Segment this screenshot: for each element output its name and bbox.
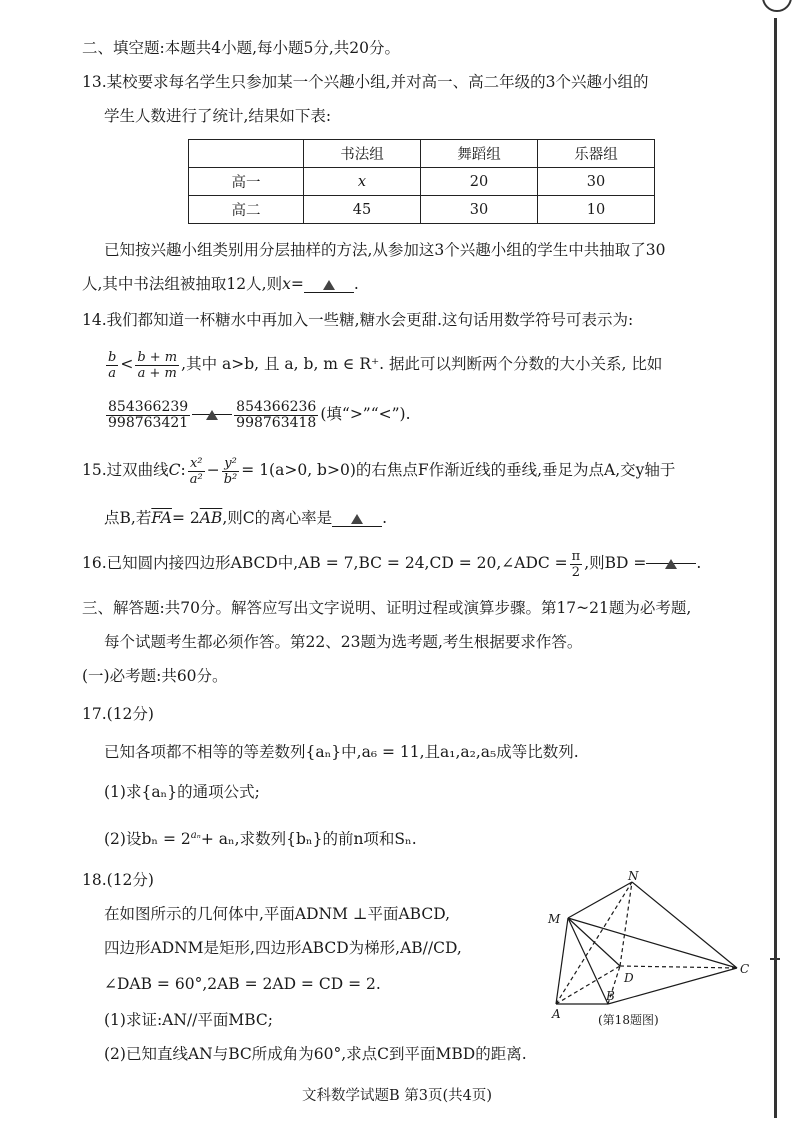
frac-den: a² bbox=[189, 471, 203, 487]
q15-curve: C bbox=[168, 461, 181, 479]
vector-FA: $\overline{FA}$ bbox=[151, 509, 172, 527]
frac-num: x² bbox=[189, 455, 203, 471]
page-edge-bar bbox=[774, 18, 777, 1118]
table-cell: 30 bbox=[538, 168, 655, 196]
q15-colon: : bbox=[180, 461, 186, 479]
table-header-cell: 乐器组 bbox=[538, 140, 655, 168]
answer-blank bbox=[332, 508, 382, 527]
triangle-placeholder-icon bbox=[323, 280, 335, 290]
q17-title: 17.(12分) bbox=[82, 705, 154, 723]
edge-NC bbox=[632, 882, 737, 968]
q16-line bbox=[82, 545, 701, 581]
table-cell: 高一 bbox=[189, 168, 304, 196]
q16-end: . bbox=[696, 554, 702, 572]
fraction-bm-over-am bbox=[135, 350, 179, 381]
page-footer: 文科数学试题B 第3页(共4页) bbox=[301, 1088, 493, 1104]
fraction-x2-a2 bbox=[188, 456, 205, 487]
edge-MN bbox=[568, 882, 632, 918]
q16-prefix: 16.已知圆内接四边形ABCD中,AB = 7,BC = 24,CD = 20,∠ADC = bbox=[82, 554, 568, 572]
q13-line4 bbox=[82, 274, 359, 294]
label-C: C bbox=[740, 962, 750, 976]
q18-geometry-figure bbox=[540, 870, 755, 1020]
table-row bbox=[189, 196, 655, 224]
q14-line2 bbox=[104, 346, 662, 382]
q18-title: 18.(12分) bbox=[82, 871, 154, 889]
fill-hint: (填“>”“<”). bbox=[320, 405, 411, 423]
frac-num: 854366236 bbox=[236, 398, 317, 415]
fraction-pi-over-2 bbox=[570, 549, 583, 580]
frac-den: 998763421 bbox=[108, 414, 189, 431]
section2-heading: 二、填空题:本题共4小题,每小题5分,共20分。 bbox=[82, 39, 401, 57]
fraction-second bbox=[234, 400, 318, 431]
fraction-y2-b2 bbox=[222, 456, 240, 487]
frac-num: 854366239 bbox=[108, 398, 189, 415]
label-B: B bbox=[606, 989, 615, 1003]
frac-den: a + m bbox=[137, 365, 177, 381]
q15-line2 bbox=[104, 508, 387, 528]
page-edge-circle bbox=[762, 0, 792, 12]
triangle-placeholder-icon bbox=[665, 559, 677, 569]
q15-prefix: 15.过双曲线 bbox=[82, 461, 169, 479]
edge-DN bbox=[620, 882, 632, 966]
q15-line2-mid: ,则C的离心率是 bbox=[222, 509, 333, 527]
triangle-placeholder-icon bbox=[351, 514, 363, 524]
q17-p2-sup: aₙ bbox=[190, 830, 201, 841]
q17-p2-prefix: (2)设bₙ = 2 bbox=[104, 830, 191, 849]
q17-part2 bbox=[104, 826, 417, 849]
label-N: N bbox=[628, 870, 639, 883]
q15-end: . bbox=[382, 509, 388, 527]
q18-line2: 四边形ADNM是矩形,四边形ABCD为梯形,AB//CD, bbox=[104, 939, 462, 957]
q13-line2: 学生人数进行了统计,结果如下表: bbox=[104, 107, 332, 125]
answer-blank bbox=[192, 396, 232, 415]
frac-num: y² bbox=[224, 455, 237, 471]
figure-caption: (第18题图) bbox=[598, 1013, 659, 1027]
label-D: D bbox=[624, 971, 634, 985]
q13-eq: = bbox=[290, 275, 304, 293]
q15-line1 bbox=[82, 452, 675, 488]
frac-num: π bbox=[571, 548, 581, 564]
q14-line3 bbox=[104, 396, 411, 432]
frac-den: 2 bbox=[571, 564, 581, 580]
frac-den: 998763418 bbox=[236, 414, 317, 431]
q14-line2-text: ,其中 a>b, 且 a, b, m ∈ R⁺. 据此可以判断两个分数的大小关系, 比如 bbox=[181, 355, 663, 373]
q13-line1: 13.某校要求每名学生只参加某一个兴趣小组,并对高一、高二年级的3个兴趣小组的 bbox=[82, 73, 649, 91]
q13-line4-text: 人,其中书法组被抽取12人,则 bbox=[82, 275, 283, 293]
fraction-b-over-a bbox=[106, 350, 118, 381]
table-cell: 10 bbox=[538, 196, 655, 224]
answer-blank bbox=[304, 274, 354, 293]
q13-table bbox=[188, 139, 655, 224]
q13-line3: 已知按兴趣小组类别用分层抽样的方法,从参加这3个兴趣小组的学生中共抽取了30 bbox=[104, 241, 666, 259]
q15-suffix: = 1(a>0, b>0)的右焦点F作渐近线的垂线,垂足为点A,交y轴于 bbox=[241, 461, 676, 479]
table-cell: 30 bbox=[421, 196, 538, 224]
q18-line3: ∠DAB = 60°,2AB = 2AD = CD = 2. bbox=[104, 975, 381, 993]
label-A: A bbox=[552, 1007, 561, 1020]
answer-blank bbox=[646, 545, 696, 564]
q18-line1: 在如图所示的几何体中,平面ADNM ⊥平面ABCD, bbox=[104, 905, 451, 923]
q13-var: x bbox=[282, 275, 291, 293]
q15-line2-prefix: 点B,若 bbox=[104, 509, 152, 527]
table-cell: 高二 bbox=[189, 196, 304, 224]
table-row bbox=[189, 168, 655, 196]
section3-line1: 三、解答题:共70分。解答应写出文字说明、证明过程或演算步骤。第17~21题为必考题, bbox=[82, 599, 692, 617]
q18-part2: (2)已知直线AN与BC所成角为60°,求点C到平面MBD的距离. bbox=[104, 1045, 527, 1063]
edge-DC bbox=[620, 966, 737, 968]
table-header-cell bbox=[189, 140, 304, 168]
q17-part1: (1)求{aₙ}的通项公式; bbox=[104, 783, 260, 801]
table-header-cell: 舞蹈组 bbox=[421, 140, 538, 168]
section3-sub: (一)必考题:共60分。 bbox=[82, 667, 228, 685]
q16-mid: ,则BD = bbox=[584, 554, 647, 572]
vector-AB: $\overline{AB}$ bbox=[199, 509, 223, 527]
q17-stem: 已知各项都不相等的等差数列{aₙ}中,a₆ = 11,且a₁,a₂,a₅成等比数列. bbox=[104, 743, 579, 761]
q13-end: . bbox=[353, 275, 359, 293]
less-than: < bbox=[120, 355, 134, 373]
table-cell: 45 bbox=[304, 196, 421, 224]
table-header-cell: 书法组 bbox=[304, 140, 421, 168]
edge-AN bbox=[556, 882, 632, 1004]
section3-line2: 每个试题考生都必须作答。第22、23题为选考题,考生根据要求作答。 bbox=[104, 633, 583, 651]
frac-num: b + m bbox=[137, 349, 178, 365]
q14-line1: 14.我们都知道一杯糖水中再加入一些糖,糖水会更甜.这句话用数学符号可表示为: bbox=[82, 311, 634, 329]
minus-sign: − bbox=[206, 461, 220, 479]
label-M: M bbox=[548, 912, 561, 926]
table-cell: 20 bbox=[421, 168, 538, 196]
frac-num: b bbox=[108, 349, 117, 365]
triangle-placeholder-icon bbox=[206, 410, 218, 420]
table-header-row bbox=[189, 140, 655, 168]
q17-p2-suffix: + aₙ,求数列{bₙ}的前n项和Sₙ. bbox=[200, 830, 417, 849]
fraction-first bbox=[106, 400, 190, 431]
page-edge-tick bbox=[770, 958, 780, 960]
edge-MA bbox=[556, 918, 568, 1004]
q15-eq: = 2 bbox=[171, 509, 200, 527]
frac-den: a bbox=[108, 365, 117, 381]
q18-part1: (1)求证:AN//平面MBC; bbox=[104, 1011, 274, 1029]
frac-den: b² bbox=[223, 471, 238, 487]
table-cell: x bbox=[304, 168, 421, 196]
